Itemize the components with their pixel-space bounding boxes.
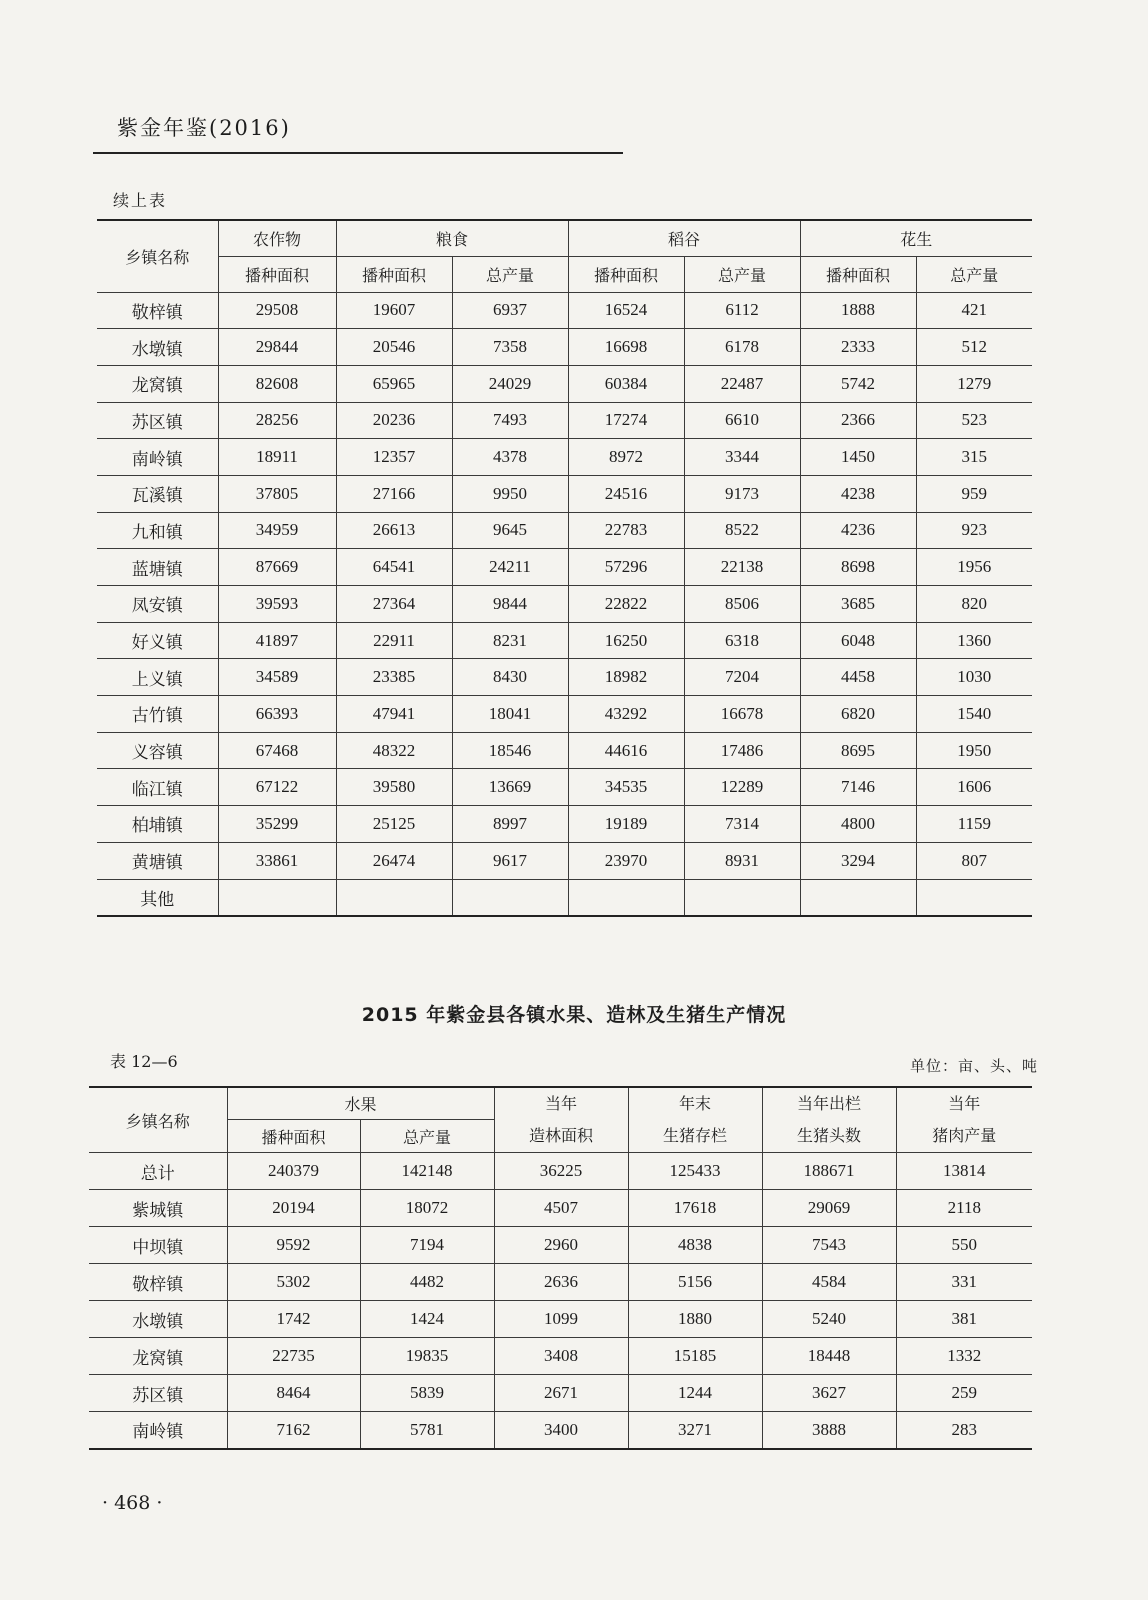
t2-header-pork-output	[896, 1087, 1032, 1153]
table-cell: 19835	[360, 1338, 494, 1375]
table-cell: 22911	[336, 622, 452, 659]
table1-row	[97, 439, 1032, 476]
row-town-name: 黄塘镇	[97, 842, 218, 879]
header-rice: 稻谷	[568, 220, 800, 256]
header-crop-line2: 播种面积	[218, 256, 336, 292]
table-cell: 24516	[568, 475, 684, 512]
table-cell: 24029	[452, 365, 568, 402]
row-town-name: 上义镇	[97, 659, 218, 696]
table-cell: 18546	[452, 732, 568, 769]
table-cell: 7314	[684, 806, 800, 843]
table-cell: 142148	[360, 1153, 494, 1190]
row-town-name: 凤安镇	[97, 586, 218, 623]
table-cell: 6178	[684, 329, 800, 366]
header-divider	[93, 152, 623, 154]
table-cell: 923	[916, 512, 1032, 549]
table-cell: 13669	[452, 769, 568, 806]
table-cell: 3627	[762, 1375, 896, 1412]
table-cell: 7162	[227, 1412, 360, 1449]
header-town: 乡镇名称	[97, 220, 218, 292]
table-cell: 1279	[916, 365, 1032, 402]
table-cell: 315	[916, 439, 1032, 476]
table-cell: 7543	[762, 1227, 896, 1264]
table-cell: 4482	[360, 1264, 494, 1301]
t2-header-pork-output-line1: 当年	[948, 1094, 981, 1113]
table-cell: 2960	[494, 1227, 628, 1264]
table-cell: 22783	[568, 512, 684, 549]
table1-row	[97, 292, 1032, 329]
row-town-name: 瓦溪镇	[97, 475, 218, 512]
table-cell: 67468	[218, 732, 336, 769]
table1-row	[97, 402, 1032, 439]
table-cell: 5302	[227, 1264, 360, 1301]
t2-header-pork-output-line2: 猪肉产量	[932, 1126, 997, 1145]
table-cell: 23385	[336, 659, 452, 696]
header-grain-area: 播种面积	[336, 256, 452, 292]
table-cell: 7204	[684, 659, 800, 696]
table-cell: 28256	[218, 402, 336, 439]
table-cell: 65965	[336, 365, 452, 402]
table-cell: 8695	[800, 732, 916, 769]
table-cell: 24211	[452, 549, 568, 586]
table-cell: 8231	[452, 622, 568, 659]
table-cell: 44616	[568, 732, 684, 769]
table-cell: 381	[896, 1301, 1032, 1338]
t2-header-afforestation-line1: 当年	[545, 1094, 578, 1113]
table-cell: 5156	[628, 1264, 762, 1301]
table2-row	[89, 1301, 1032, 1338]
table-cell: 3294	[800, 842, 916, 879]
t2-header-pig-stock-line2: 生猪存栏	[663, 1126, 728, 1145]
table-cell: 1956	[916, 549, 1032, 586]
table-cell: 29508	[218, 292, 336, 329]
table1-row	[97, 475, 1032, 512]
table-cell: 35299	[218, 806, 336, 843]
table-cell: 9844	[452, 586, 568, 623]
table-cell: 7194	[360, 1227, 494, 1264]
table-cell: 17618	[628, 1190, 762, 1227]
table-cell: 1450	[800, 439, 916, 476]
table-cell: 29069	[762, 1190, 896, 1227]
table-cell: 8430	[452, 659, 568, 696]
table-cell: 26474	[336, 842, 452, 879]
table-cell: 22487	[684, 365, 800, 402]
table-cell: 421	[916, 292, 1032, 329]
table-cell	[568, 879, 684, 916]
row-town-name: 其他	[97, 879, 218, 916]
table-cell: 550	[896, 1227, 1032, 1264]
table-cell: 259	[896, 1375, 1032, 1412]
table-cell: 8698	[800, 549, 916, 586]
page-number: · 468 ·	[102, 1492, 163, 1514]
row-town-name: 南岭镇	[89, 1412, 227, 1449]
table2-row	[89, 1264, 1032, 1301]
table-cell: 1030	[916, 659, 1032, 696]
t2-header-pigs-slaughtered-line2: 生猪头数	[797, 1126, 862, 1145]
t2-header-afforestation	[494, 1087, 628, 1153]
table-cell: 6937	[452, 292, 568, 329]
table-cell: 48322	[336, 732, 452, 769]
row-town-name: 南岭镇	[97, 439, 218, 476]
table-cell: 20194	[227, 1190, 360, 1227]
table-cell: 8997	[452, 806, 568, 843]
t2-header-pigs-slaughtered	[762, 1087, 896, 1153]
table-cell: 18911	[218, 439, 336, 476]
table-cell: 4800	[800, 806, 916, 843]
table-cell: 959	[916, 475, 1032, 512]
row-town-name: 龙窝镇	[97, 365, 218, 402]
crop-production-table	[97, 219, 1032, 917]
table2-row	[89, 1338, 1032, 1375]
t2-header-pigs-slaughtered-line1: 当年出栏	[797, 1094, 862, 1113]
table-cell: 9950	[452, 475, 568, 512]
table-cell: 47941	[336, 696, 452, 733]
table-cell: 2671	[494, 1375, 628, 1412]
table-cell: 8972	[568, 439, 684, 476]
table-cell: 820	[916, 586, 1032, 623]
table-cell: 8931	[684, 842, 800, 879]
table-cell: 188671	[762, 1153, 896, 1190]
table-cell: 4238	[800, 475, 916, 512]
t2-header-town: 乡镇名称	[89, 1087, 227, 1153]
row-town-name: 龙窝镇	[89, 1338, 227, 1375]
table1-row	[97, 512, 1032, 549]
header-grain: 粮食	[336, 220, 568, 256]
row-town-name: 紫城镇	[89, 1190, 227, 1227]
table-cell: 5742	[800, 365, 916, 402]
table-cell: 9173	[684, 475, 800, 512]
table2-title: 2015 年紫金县各镇水果、造林及生猪生产情况	[361, 1004, 787, 1026]
table-cell: 3344	[684, 439, 800, 476]
table-cell: 22822	[568, 586, 684, 623]
table-cell: 1880	[628, 1301, 762, 1338]
table-cell: 3685	[800, 586, 916, 623]
table-cell: 125433	[628, 1153, 762, 1190]
table-cell: 7146	[800, 769, 916, 806]
table-cell: 331	[896, 1264, 1032, 1301]
table-cell: 1244	[628, 1375, 762, 1412]
table-cell: 1424	[360, 1301, 494, 1338]
table2-number: 表 12—6	[110, 1052, 178, 1071]
table-cell: 3400	[494, 1412, 628, 1449]
table-cell: 523	[916, 402, 1032, 439]
table1-row	[97, 842, 1032, 879]
table-cell: 283	[896, 1412, 1032, 1449]
row-town-name: 好义镇	[97, 622, 218, 659]
row-town-name: 九和镇	[97, 512, 218, 549]
table-cell: 9645	[452, 512, 568, 549]
table-cell: 29844	[218, 329, 336, 366]
table-cell: 16678	[684, 696, 800, 733]
table-cell: 6610	[684, 402, 800, 439]
table1-row	[97, 659, 1032, 696]
table-cell	[218, 879, 336, 916]
t2-header-fruit: 水果	[227, 1087, 494, 1120]
table1-row	[97, 549, 1032, 586]
table-cell: 7358	[452, 329, 568, 366]
table-cell: 6048	[800, 622, 916, 659]
table-cell: 17486	[684, 732, 800, 769]
table-cell: 3271	[628, 1412, 762, 1449]
row-town-name: 敬梓镇	[89, 1264, 227, 1301]
table-cell: 36225	[494, 1153, 628, 1190]
table-cell: 8464	[227, 1375, 360, 1412]
row-town-name: 总计	[89, 1153, 227, 1190]
table-cell: 12289	[684, 769, 800, 806]
table-cell: 60384	[568, 365, 684, 402]
table-cell: 34959	[218, 512, 336, 549]
table-cell: 4458	[800, 659, 916, 696]
table-cell: 34589	[218, 659, 336, 696]
table-cell: 15185	[628, 1338, 762, 1375]
table-cell: 37805	[218, 475, 336, 512]
table-cell: 6820	[800, 696, 916, 733]
t2-header-pig-stock	[628, 1087, 762, 1153]
row-town-name: 苏区镇	[89, 1375, 227, 1412]
table2-row	[89, 1375, 1032, 1412]
table-cell	[800, 879, 916, 916]
table1-row	[97, 806, 1032, 843]
table1-row	[97, 769, 1032, 806]
table2-unit: 单位：亩、头、吨	[910, 1057, 1039, 1075]
table-cell: 23970	[568, 842, 684, 879]
table1-row	[97, 879, 1032, 916]
table-cell: 26613	[336, 512, 452, 549]
table-cell: 9592	[227, 1227, 360, 1264]
table-cell: 18041	[452, 696, 568, 733]
table-cell: 2118	[896, 1190, 1032, 1227]
table-cell: 7493	[452, 402, 568, 439]
table-cell: 16524	[568, 292, 684, 329]
table-cell: 3888	[762, 1412, 896, 1449]
table-cell	[684, 879, 800, 916]
row-town-name: 水墩镇	[97, 329, 218, 366]
table-cell: 27364	[336, 586, 452, 623]
table-cell: 512	[916, 329, 1032, 366]
table-cell: 1950	[916, 732, 1032, 769]
table-cell: 2366	[800, 402, 916, 439]
row-town-name: 古竹镇	[97, 696, 218, 733]
table-cell: 12357	[336, 439, 452, 476]
table-cell: 8522	[684, 512, 800, 549]
row-town-name: 苏区镇	[97, 402, 218, 439]
table2-row	[89, 1227, 1032, 1264]
table2-row	[89, 1153, 1032, 1190]
table-cell: 43292	[568, 696, 684, 733]
header-rice-output: 总产量	[684, 256, 800, 292]
table-cell: 39580	[336, 769, 452, 806]
table-cell: 87669	[218, 549, 336, 586]
table-cell: 33861	[218, 842, 336, 879]
table-cell: 8506	[684, 586, 800, 623]
table-cell: 13814	[896, 1153, 1032, 1190]
table-cell: 2636	[494, 1264, 628, 1301]
continuation-label: 续上表	[113, 191, 168, 210]
row-town-name: 水墩镇	[89, 1301, 227, 1338]
table-cell: 6112	[684, 292, 800, 329]
table-cell: 4507	[494, 1190, 628, 1227]
table1-row	[97, 329, 1032, 366]
table-cell: 1099	[494, 1301, 628, 1338]
row-town-name: 蓝塘镇	[97, 549, 218, 586]
table-cell: 5839	[360, 1375, 494, 1412]
table-cell	[916, 879, 1032, 916]
table-cell: 66393	[218, 696, 336, 733]
table-cell: 27166	[336, 475, 452, 512]
table2-row	[89, 1412, 1032, 1449]
table-cell: 1888	[800, 292, 916, 329]
table-cell: 1742	[227, 1301, 360, 1338]
row-town-name: 义容镇	[97, 732, 218, 769]
row-town-name: 临江镇	[97, 769, 218, 806]
header-grain-output: 总产量	[452, 256, 568, 292]
table2-row	[89, 1190, 1032, 1227]
table-cell: 240379	[227, 1153, 360, 1190]
header-peanut-output: 总产量	[916, 256, 1032, 292]
t2-header-afforestation-line2: 造林面积	[529, 1126, 594, 1145]
header-rice-area: 播种面积	[568, 256, 684, 292]
table-cell: 64541	[336, 549, 452, 586]
table1-row	[97, 696, 1032, 733]
table-cell: 16698	[568, 329, 684, 366]
header-peanut: 花生	[800, 220, 1032, 256]
table-cell: 5240	[762, 1301, 896, 1338]
table-cell: 1540	[916, 696, 1032, 733]
yearbook-header-title: 紫金年鉴(2016)	[117, 116, 291, 140]
t2-header-pig-stock-line1: 年末	[679, 1094, 712, 1113]
table-cell: 25125	[336, 806, 452, 843]
table-cell: 34535	[568, 769, 684, 806]
table1-row	[97, 732, 1032, 769]
table-cell: 5781	[360, 1412, 494, 1449]
table-cell: 39593	[218, 586, 336, 623]
table-cell: 4236	[800, 512, 916, 549]
table-cell: 4838	[628, 1227, 762, 1264]
table-cell: 4378	[452, 439, 568, 476]
table-cell: 16250	[568, 622, 684, 659]
row-town-name: 柏埔镇	[97, 806, 218, 843]
table-cell: 6318	[684, 622, 800, 659]
table1-row	[97, 622, 1032, 659]
table-cell	[452, 879, 568, 916]
header-peanut-area: 播种面积	[800, 256, 916, 292]
table-cell: 17274	[568, 402, 684, 439]
table-cell: 20546	[336, 329, 452, 366]
table-cell: 3408	[494, 1338, 628, 1375]
table-cell: 18448	[762, 1338, 896, 1375]
table-cell: 2333	[800, 329, 916, 366]
table-cell: 20236	[336, 402, 452, 439]
t2-header-fruit-output: 总产量	[360, 1120, 494, 1153]
table-cell: 1606	[916, 769, 1032, 806]
table-cell: 19607	[336, 292, 452, 329]
table-cell: 18072	[360, 1190, 494, 1227]
table-cell: 1360	[916, 622, 1032, 659]
t2-header-fruit-area: 播种面积	[227, 1120, 360, 1153]
table1-row	[97, 365, 1032, 402]
row-town-name: 敬梓镇	[97, 292, 218, 329]
header-crop-line1: 农作物	[218, 220, 336, 256]
table-cell	[336, 879, 452, 916]
table-cell: 67122	[218, 769, 336, 806]
table-cell: 19189	[568, 806, 684, 843]
table-cell: 82608	[218, 365, 336, 402]
fruit-forest-pig-table	[89, 1086, 1032, 1450]
table-cell: 807	[916, 842, 1032, 879]
table-cell: 22735	[227, 1338, 360, 1375]
table-cell: 22138	[684, 549, 800, 586]
table-cell: 1332	[896, 1338, 1032, 1375]
table-cell: 18982	[568, 659, 684, 696]
table-cell: 57296	[568, 549, 684, 586]
table-cell: 9617	[452, 842, 568, 879]
table-cell: 1159	[916, 806, 1032, 843]
table-cell: 4584	[762, 1264, 896, 1301]
row-town-name: 中坝镇	[89, 1227, 227, 1264]
table-cell: 41897	[218, 622, 336, 659]
table1-row	[97, 586, 1032, 623]
